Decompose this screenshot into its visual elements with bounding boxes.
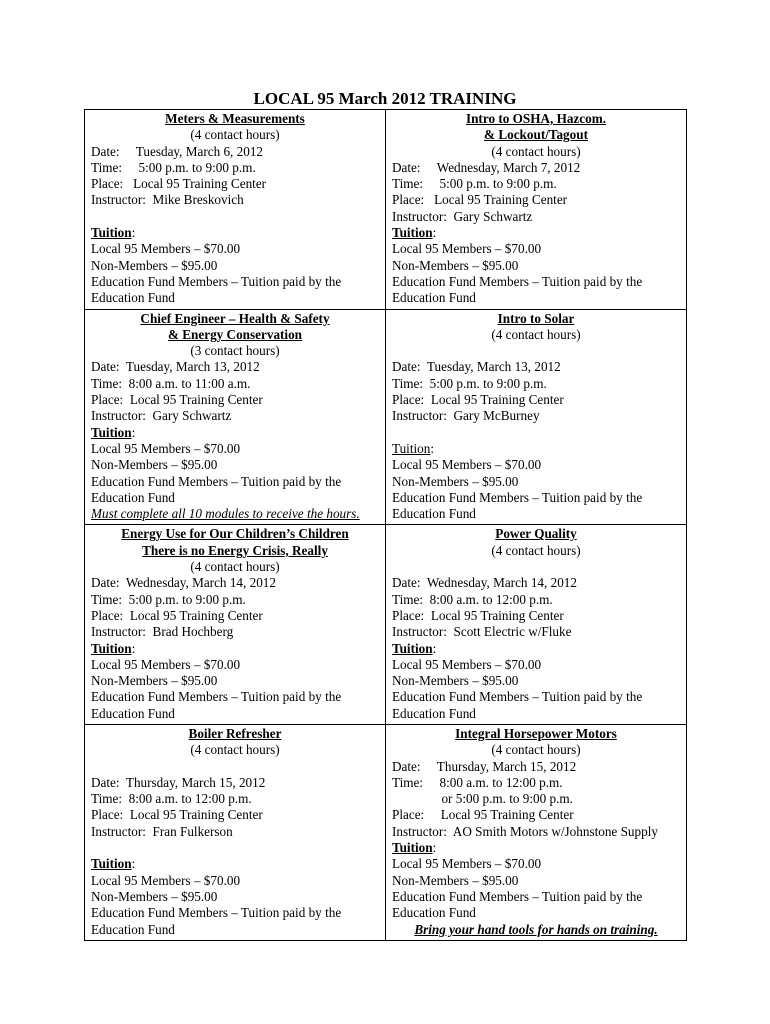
course-note: Must complete all 10 modules to receive the hours. (91, 506, 360, 522)
course-detail-line: Place: Local 95 Training Center (91, 607, 263, 623)
course-detail-line: Education Fund Members – Tuition paid by the (392, 489, 643, 505)
course-detail-line: Local 95 Members – $70.00 (91, 241, 241, 257)
tuition-label: Tuition (91, 856, 132, 872)
course-detail-line: Education Fund Members – Tuition paid by the (91, 273, 342, 289)
course-detail-line: Place: Local 95 Training Center (392, 192, 568, 208)
course-detail-line: Local 95 Members – $70.00 (91, 440, 241, 456)
spacer (91, 209, 379, 225)
course-detail-line: Instructor: Gary Schwartz (392, 208, 533, 224)
course-detail-line: Instructor: Brad Hochberg (91, 624, 234, 640)
course-title: Chief Engineer – Health & Safety (140, 310, 330, 326)
course-detail-line: Non-Members – $95.00 (392, 257, 519, 273)
course-detail-line: Instructor: Fran Fulkerson (91, 823, 233, 839)
tuition-heading (392, 225, 680, 241)
course-detail-line: Non-Members – $95.00 (91, 457, 218, 473)
course-detail-line: (4 contact hours) (190, 127, 280, 143)
course-detail-line: (4 contact hours) (190, 559, 280, 575)
course-cell-intro-solar (386, 309, 687, 525)
tuition-label: Tuition (91, 225, 132, 241)
course-detail-line: Education Fund (91, 290, 175, 306)
course-detail-line: Education Fund Members – Tuition paid by the (91, 689, 342, 705)
course-title: Power Quality (495, 526, 577, 542)
spacer (392, 343, 680, 359)
course-detail-line: Date: Wednesday, March 14, 2012 (91, 575, 276, 591)
course-detail-line: Non-Members – $95.00 (392, 473, 519, 489)
course-detail-line: Place: Local 95 Training Center (91, 807, 263, 823)
course-title: Intro to Solar (497, 310, 575, 326)
course-detail-line: Time: 5:00 p.m. to 9:00 p.m. (91, 591, 246, 607)
spacer (392, 559, 680, 575)
course-detail-line: Education Fund Members – Tuition paid by the (392, 888, 643, 904)
course-detail-line: Date: Wednesday, March 7, 2012 (392, 159, 581, 175)
course-detail-line: Time: 8:00 a.m. to 12:00 p.m. (392, 774, 563, 790)
course-cell-power-quality (386, 525, 687, 725)
tuition-colon: : (432, 840, 437, 856)
tuition-heading (91, 856, 379, 872)
course-detail-line: Instructor: AO Smith Motors w/Johnstone Supply (392, 823, 658, 839)
course-detail-line: Place: Local 95 Training Center (91, 392, 263, 408)
tuition-colon: : (432, 225, 437, 241)
course-title: Boiler Refresher (188, 725, 282, 741)
course-detail-line: Education Fund (392, 290, 476, 306)
course-detail-line: Education Fund Members – Tuition paid by the (91, 473, 342, 489)
tuition-colon: : (131, 424, 136, 440)
course-title: There is no Energy Crisis, Really (142, 542, 328, 558)
course-detail-line: Time: 8:00 a.m. to 12:00 p.m. (91, 791, 252, 807)
course-detail-line: Time: 5:00 p.m. to 9:00 p.m. (392, 375, 547, 391)
table-row (85, 309, 687, 525)
course-title: Meters & Measurements (165, 111, 305, 126)
course-detail-line: Local 95 Members – $70.00 (392, 656, 542, 672)
tuition-colon: : (131, 856, 136, 872)
tuition-label: Tuition (392, 640, 433, 656)
tuition-heading (91, 425, 379, 441)
training-schedule-table (84, 109, 687, 941)
tuition-label: Tuition (91, 424, 132, 440)
spacer (91, 840, 379, 856)
course-title: Energy Use for Our Children’s Children (121, 526, 349, 542)
course-detail-line: Date: Thursday, March 15, 2012 (91, 774, 266, 790)
tuition-label: Tuition (392, 840, 433, 856)
course-detail-line: Non-Members – $95.00 (91, 673, 218, 689)
course-detail-line: (4 contact hours) (491, 542, 581, 558)
course-title: & Lockout/Tagout (484, 127, 588, 143)
course-detail-line: Education Fund Members – Tuition paid by the (392, 689, 643, 705)
course-detail-line: Education Fund (91, 921, 175, 937)
course-detail-line: Local 95 Members – $70.00 (91, 872, 241, 888)
course-detail-line: Education Fund (91, 705, 175, 721)
course-detail-line: Non-Members – $95.00 (392, 673, 519, 689)
course-detail-line: Education Fund (91, 489, 175, 505)
course-title: Intro to OSHA, Hazcom. (465, 111, 607, 126)
course-detail-line: Local 95 Members – $70.00 (392, 457, 542, 473)
course-detail-line: Place: Local 95 Training Center (392, 807, 574, 823)
tuition-heading (392, 840, 680, 856)
tuition-label: Tuition (392, 440, 431, 456)
course-detail-line: (4 contact hours) (491, 143, 581, 159)
course-detail-line: Date: Wednesday, March 14, 2012 (392, 575, 577, 591)
course-detail-line: Time: 5:00 p.m. to 9:00 p.m. (392, 176, 557, 192)
course-detail-line: (4 contact hours) (190, 742, 280, 758)
course-detail-line: Place: Local 95 Training Center (392, 607, 564, 623)
tuition-colon: : (432, 640, 437, 656)
course-detail-line: Date: Tuesday, March 13, 2012 (392, 359, 561, 375)
course-title: & Energy Conservation (167, 326, 303, 342)
table-row (85, 724, 687, 940)
course-detail-line: or 5:00 p.m. to 9:00 p.m. (392, 791, 573, 807)
course-detail-line: Instructor: Mike Breskovich (91, 192, 244, 208)
tuition-heading (392, 441, 680, 457)
tuition-heading (91, 225, 379, 241)
course-detail-line: Instructor: Gary Schwartz (91, 408, 232, 424)
tuition-colon: : (131, 640, 136, 656)
course-detail-line: (3 contact hours) (190, 343, 280, 359)
course-cell-integral-horsepower (386, 724, 687, 940)
course-detail-line: Non-Members – $95.00 (91, 257, 218, 273)
course-detail-line: Education Fund (392, 705, 476, 721)
course-detail-line: (4 contact hours) (491, 742, 581, 758)
course-detail-line: Date: Tuesday, March 6, 2012 (91, 143, 264, 159)
spacer (91, 759, 379, 775)
course-detail-line: Place: Local 95 Training Center (392, 392, 564, 408)
course-detail-line: Local 95 Members – $70.00 (392, 856, 542, 872)
table-row (85, 525, 687, 725)
course-detail-line: Non-Members – $95.00 (91, 888, 218, 904)
course-detail-line: Education Fund (392, 905, 476, 921)
course-detail-line: Education Fund Members – Tuition paid by the (91, 905, 342, 921)
course-detail-line: Local 95 Members – $70.00 (91, 656, 241, 672)
course-note: Bring your hand tools for hands on training. (414, 921, 658, 937)
page-title: LOCAL 95 March 2012 TRAINING (253, 89, 517, 108)
spacer (392, 425, 680, 441)
table-row (85, 110, 687, 310)
course-cell-boiler-refresher (85, 724, 386, 940)
tuition-label: Tuition (392, 225, 433, 241)
course-cell-chief-engineer (85, 309, 386, 525)
tuition-colon: : (430, 440, 435, 456)
tuition-heading (91, 641, 379, 657)
course-detail-line: Education Fund Members – Tuition paid by the (392, 273, 643, 289)
course-detail-line: Instructor: Gary McBurney (392, 408, 540, 424)
course-detail-line: Education Fund (392, 506, 476, 522)
course-detail-line: Place: Local 95 Training Center (91, 176, 267, 192)
course-detail-line: Local 95 Members – $70.00 (392, 241, 542, 257)
tuition-heading (392, 641, 680, 657)
course-cell-energy-use (85, 525, 386, 725)
course-detail-line: Non-Members – $95.00 (392, 872, 519, 888)
course-detail-line: Instructor: Scott Electric w/Fluke (392, 624, 572, 640)
course-detail-line: Date: Tuesday, March 13, 2012 (91, 359, 260, 375)
course-detail-line: Time: 8:00 a.m. to 12:00 p.m. (392, 591, 553, 607)
tuition-label: Tuition (91, 640, 132, 656)
course-title: Integral Horsepower Motors (455, 725, 617, 741)
course-detail-line: Date: Thursday, March 15, 2012 (392, 758, 577, 774)
course-detail-line: Time: 8:00 a.m. to 11:00 a.m. (91, 375, 251, 391)
tuition-colon: : (131, 225, 136, 241)
course-cell-intro-osha (386, 110, 687, 310)
course-detail-line: Time: 5:00 p.m. to 9:00 p.m. (91, 159, 256, 175)
course-cell-meters-measurements (85, 110, 386, 310)
course-detail-line: (4 contact hours) (491, 326, 581, 342)
